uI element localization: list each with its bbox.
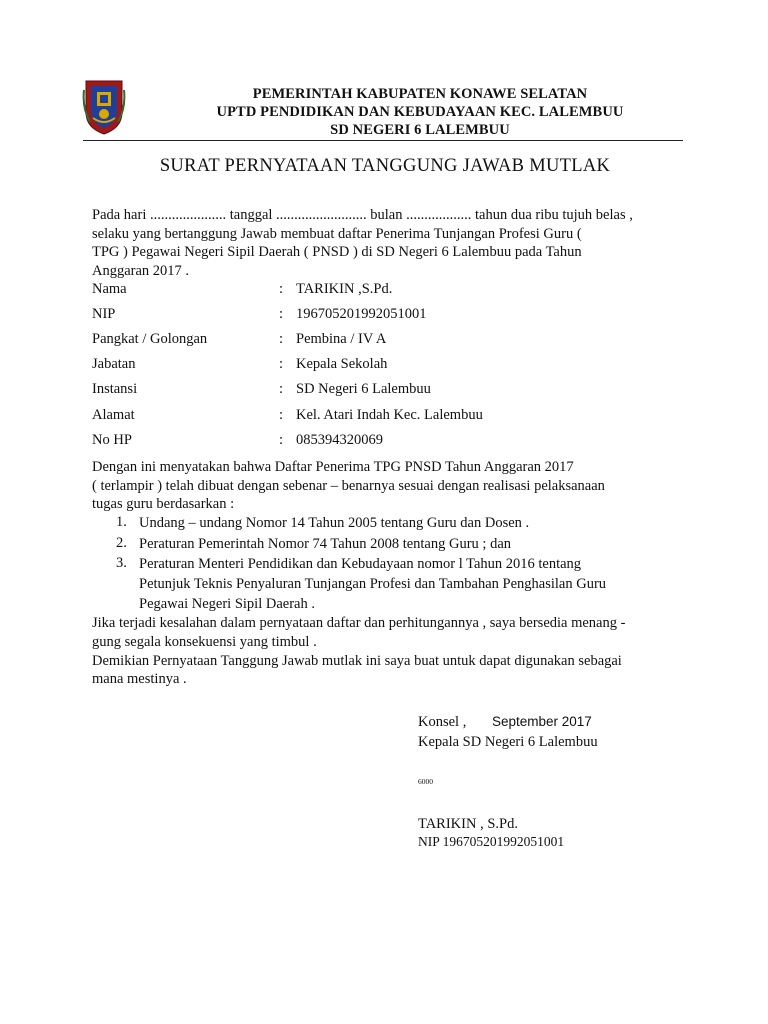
letterhead-line-3: SD NEGERI 6 LALEMBUU bbox=[330, 122, 510, 138]
field-label-pangkat: Pangkat / Golongan bbox=[92, 331, 208, 347]
signatory-nip: NIP 196705201992051001 bbox=[418, 834, 565, 849]
signature-place: Konsel , bbox=[418, 714, 467, 730]
field-label-instansi: Instansi bbox=[92, 381, 138, 397]
document-title: SURAT PERNYATAAN TANGGUNG JAWAB MUTLAK bbox=[159, 156, 611, 176]
signatory-name: TARIKIN , S.Pd. bbox=[418, 816, 518, 832]
list-number: 2. bbox=[116, 535, 127, 551]
statement-line-3: tugas guru berdasarkan : bbox=[92, 496, 235, 512]
list-number: 3. bbox=[116, 555, 127, 571]
field-label-jabatan: Jabatan bbox=[92, 356, 136, 372]
field-label-no-hp: No HP bbox=[92, 432, 132, 448]
field-value-nip: 196705201992051001 bbox=[296, 306, 427, 322]
signature-position: Kepala SD Negeri 6 Lalembuu bbox=[418, 734, 598, 750]
intro-line-1: Pada hari ..................... tanggal ......................... bulan .................. tahun dua ribu tujuh belas , bbox=[92, 207, 633, 223]
closing-line-4: mana mestinya . bbox=[92, 671, 187, 687]
list-item-continuation: Petunjuk Teknis Penyaluran Tunjangan Profesi dan Tambahan Penghasilan Guru bbox=[139, 576, 607, 592]
field-colon: : bbox=[279, 331, 284, 347]
regency-emblem-logo bbox=[82, 78, 126, 136]
list-number: 1. bbox=[116, 514, 127, 530]
field-colon: : bbox=[279, 281, 284, 297]
field-value-jabatan: Kepala Sekolah bbox=[296, 356, 388, 372]
letterhead-line-2: UPTD PENDIDIKAN DAN KEBUDAYAAN KEC. LALEMBUU bbox=[216, 104, 624, 120]
list-item: Undang – undang Nomor 14 Tahun 2005 tentang Guru dan Dosen . bbox=[139, 515, 530, 531]
field-value-pangkat: Pembina / IV A bbox=[296, 331, 387, 347]
closing-line-2: gung segala konsekuensi yang timbul . bbox=[92, 634, 317, 650]
field-value-alamat: Kel. Atari Indah Kec. Lalembuu bbox=[296, 407, 483, 423]
field-colon: : bbox=[279, 381, 284, 397]
field-value-instansi: SD Negeri 6 Lalembuu bbox=[296, 381, 431, 397]
letterhead-divider bbox=[83, 140, 683, 141]
field-colon: : bbox=[279, 407, 284, 423]
intro-line-4: Anggaran 2017 . bbox=[92, 263, 190, 279]
statement-line-1: Dengan ini menyatakan bahwa Daftar Penerima TPG PNSD Tahun Anggaran 2017 bbox=[92, 459, 574, 475]
closing-line-1: Jika terjadi kesalahan dalam pernyataan daftar dan perhitungannya , saya bersedia menang - bbox=[92, 615, 626, 631]
field-value-no-hp: 085394320069 bbox=[296, 432, 383, 448]
intro-line-3: TPG ) Pegawai Negeri Sipil Daerah ( PNSD ) di SD Negeri 6 Lalembuu pada Tahun bbox=[92, 244, 582, 260]
list-item: Peraturan Pemerintah Nomor 74 Tahun 2008 tentang Guru ; dan bbox=[139, 536, 512, 552]
list-item-continuation: Pegawai Negeri Sipil Daerah . bbox=[139, 596, 315, 612]
closing-line-3: Demikian Pernyataan Tanggung Jawab mutlak ini saya buat untuk dapat digunakan sebagai bbox=[92, 653, 622, 669]
signature-date: September 2017 bbox=[492, 714, 592, 729]
intro-line-2: selaku yang bertanggung Jawab membuat daftar Penerima Tunjangan Profesi Guru ( bbox=[92, 226, 582, 242]
field-colon: : bbox=[279, 306, 284, 322]
field-colon: : bbox=[279, 356, 284, 372]
statement-line-2: ( terlampir ) telah dibuat dengan sebenar – benarnya sesuai dengan realisasi pelaksanaan bbox=[92, 478, 605, 494]
field-colon: : bbox=[279, 432, 284, 448]
signature-stamp-text: 6000 bbox=[418, 777, 433, 786]
letterhead-line-1: PEMERINTAH KABUPATEN KONAWE SELATAN bbox=[252, 86, 588, 102]
list-item: Peraturan Menteri Pendidikan dan Kebudayaan nomor l Tahun 2016 tentang bbox=[139, 556, 582, 572]
field-label-alamat: Alamat bbox=[92, 407, 135, 423]
field-label-nip: NIP bbox=[92, 306, 116, 322]
field-value-nama: TARIKIN ,S.Pd. bbox=[296, 281, 393, 297]
field-label-nama: Nama bbox=[92, 281, 127, 297]
